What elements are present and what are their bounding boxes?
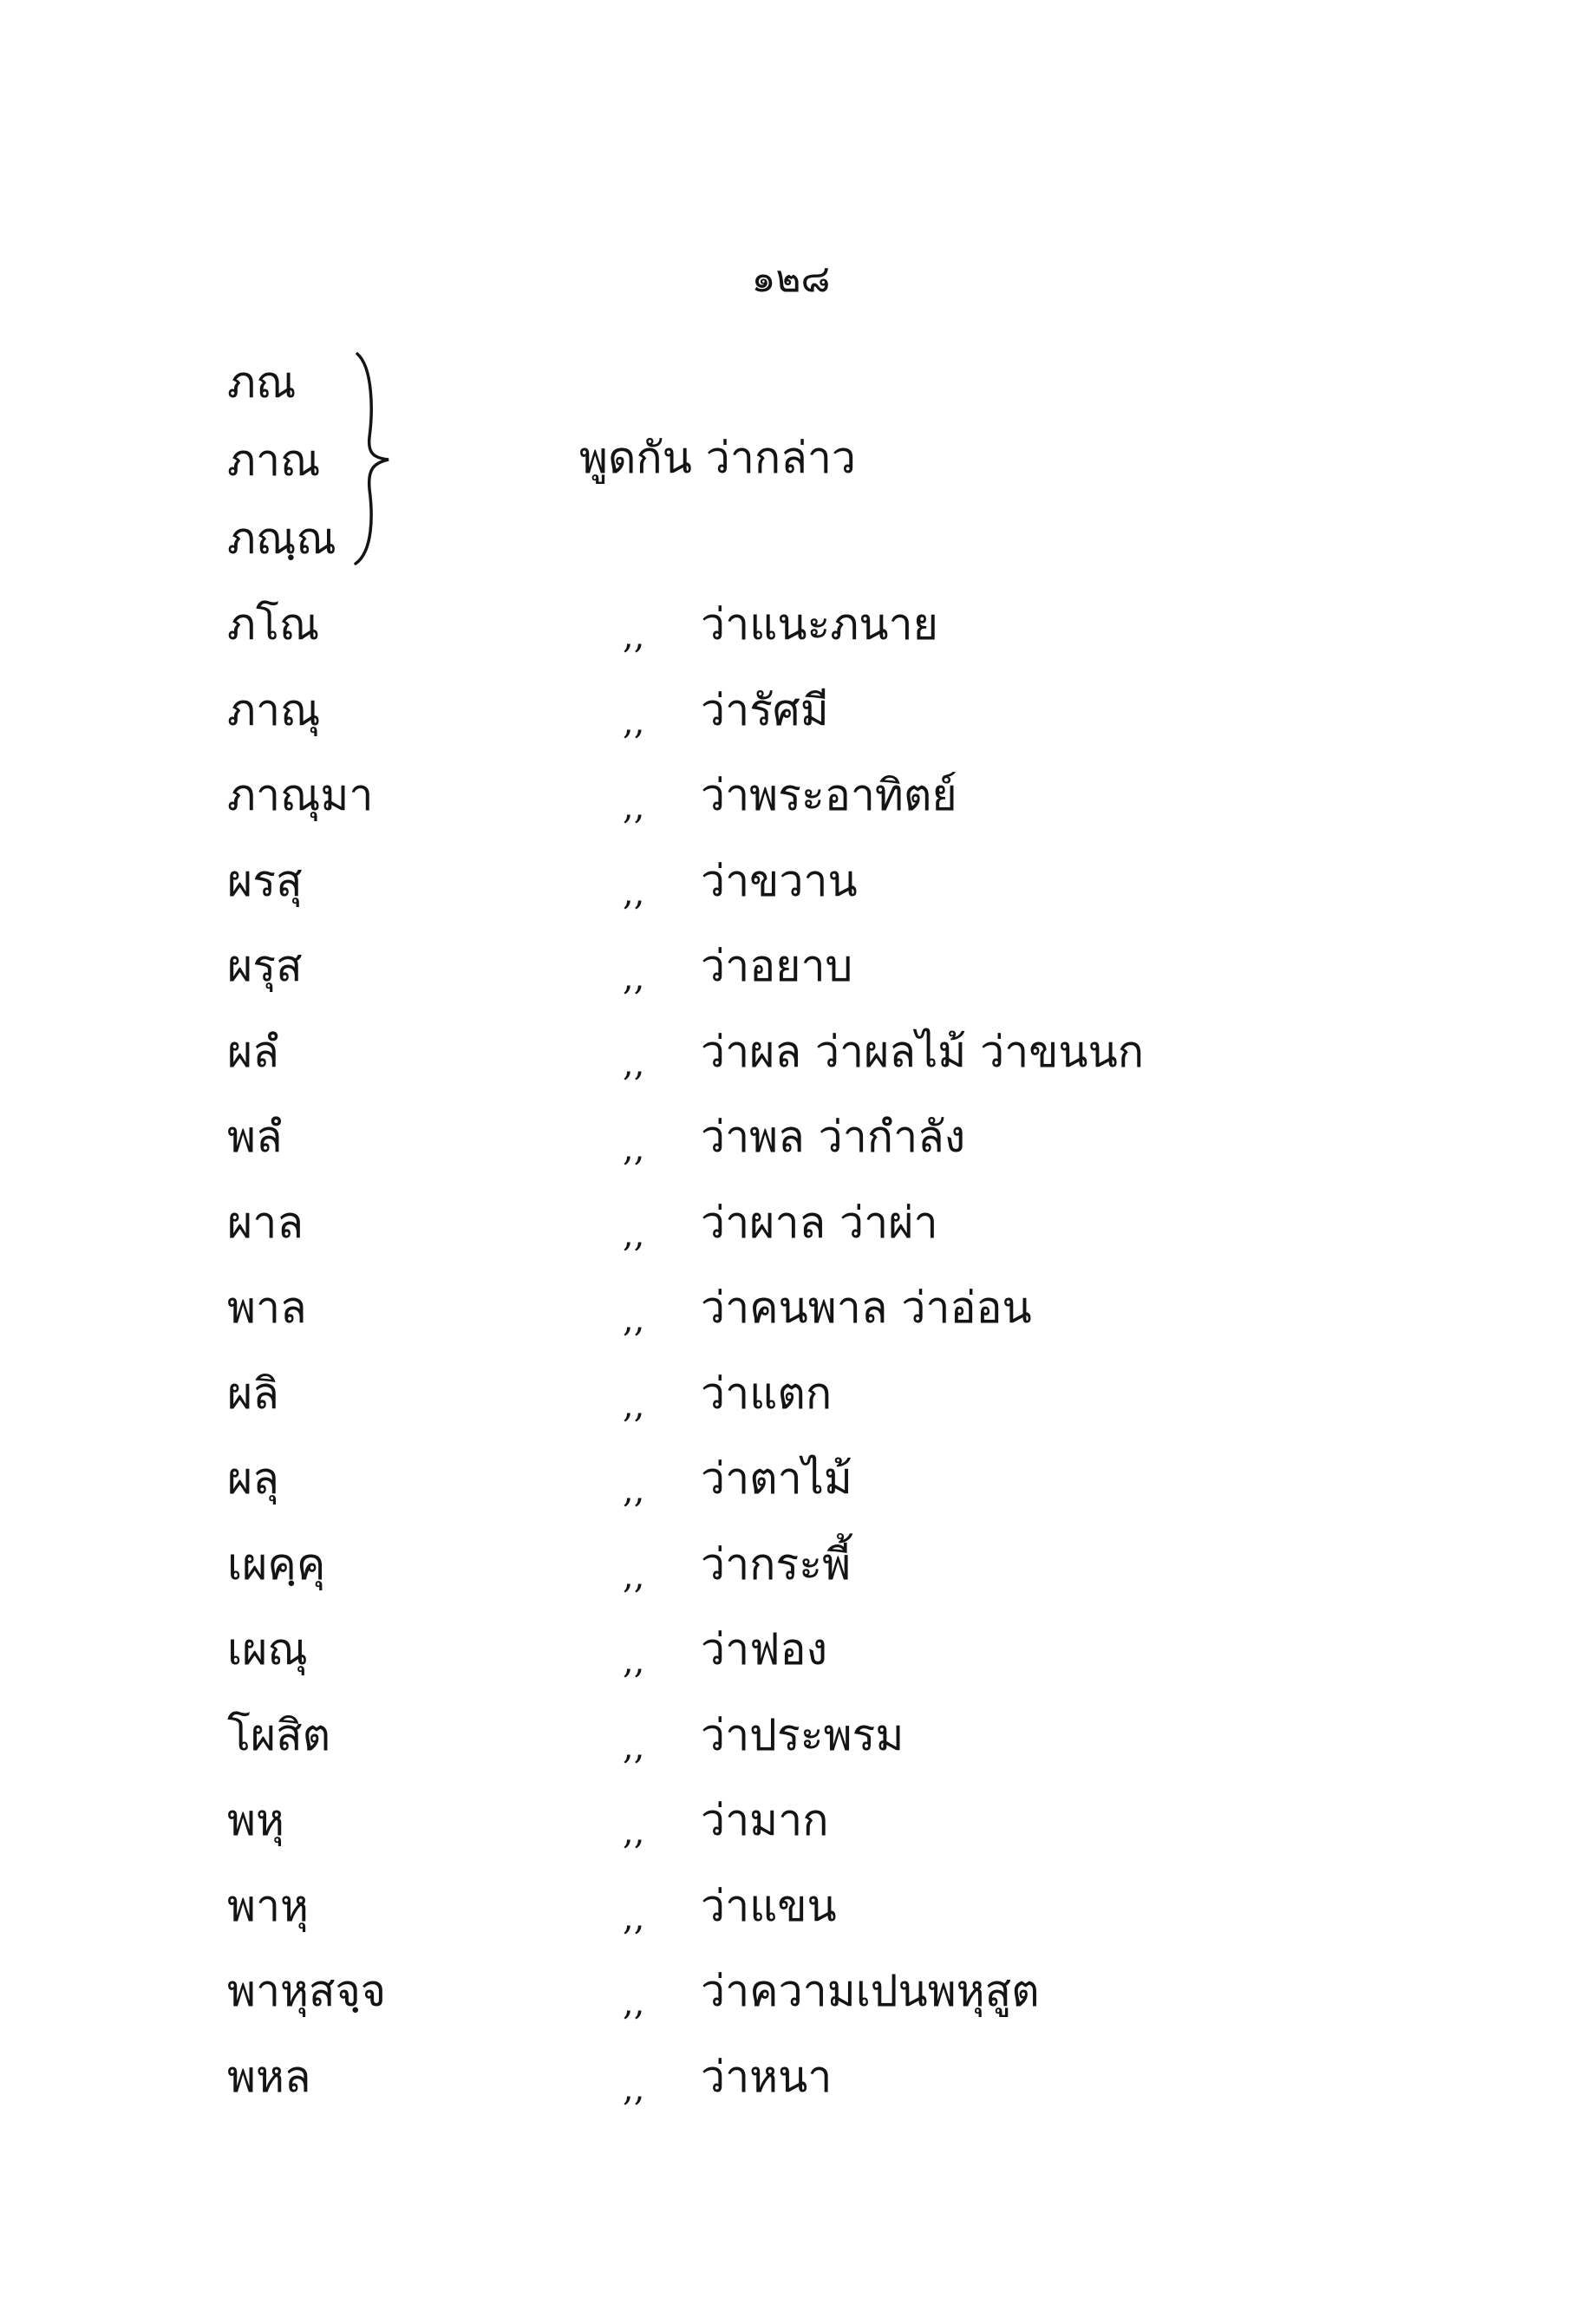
definition: ว่าแขน bbox=[701, 1880, 837, 1931]
headword: เผณุ bbox=[227, 1624, 308, 1674]
definition: ว่าหนา bbox=[701, 2051, 833, 2102]
list-item bbox=[0, 1961, 1587, 2047]
ditto-mark: ,, bbox=[623, 1812, 645, 1852]
headword: ผาล bbox=[227, 1197, 304, 1248]
ditto-mark: ,, bbox=[623, 1300, 645, 1340]
list-item bbox=[0, 765, 1587, 851]
ditto-mark: ,, bbox=[623, 1983, 645, 2023]
list-item bbox=[0, 1705, 1587, 1791]
ditto-mark: ,, bbox=[623, 617, 645, 656]
headword: พลํ bbox=[227, 1112, 283, 1162]
headword: ผรุส bbox=[227, 941, 303, 991]
list-item bbox=[0, 1107, 1587, 1192]
headword: ผลุ bbox=[227, 1453, 279, 1504]
definition: ว่าแตก bbox=[701, 1368, 833, 1419]
list-item bbox=[0, 1619, 1587, 1705]
group-headword: ภาณ bbox=[227, 435, 321, 486]
ditto-mark: ,, bbox=[623, 1642, 645, 1681]
headword: ภโณ bbox=[227, 599, 320, 650]
headword: พหล bbox=[227, 2051, 311, 2102]
list-item bbox=[0, 1448, 1587, 1534]
ditto-mark: ,, bbox=[623, 1214, 645, 1255]
ditto-mark: ,, bbox=[623, 1043, 645, 1084]
list-item bbox=[0, 1876, 1587, 1962]
definition: ว่ามาก bbox=[701, 1795, 829, 1845]
headword: พาล bbox=[227, 1283, 307, 1333]
headword: ผลํ bbox=[227, 1026, 279, 1077]
definition: ว่าอยาบ bbox=[701, 941, 853, 991]
ditto-mark: ,, bbox=[623, 872, 645, 913]
definition: ว่าความเปนพหุสูต bbox=[701, 1966, 1040, 2016]
headword: ภาณุ bbox=[227, 684, 321, 735]
page-number: ๑๒๘ bbox=[751, 257, 831, 301]
ditto-mark: ,, bbox=[623, 1129, 645, 1169]
list-item bbox=[0, 1790, 1587, 1876]
list-item bbox=[0, 1534, 1587, 1620]
definition: ว่าพระอาทิตย์ bbox=[701, 770, 957, 820]
definition: ว่าขวาน bbox=[701, 855, 858, 906]
ditto-mark: ,, bbox=[623, 1471, 645, 1511]
headword: ผรสุ bbox=[227, 855, 303, 906]
entry-list bbox=[0, 594, 1587, 2131]
headword: พาหุสจฺจ bbox=[227, 1966, 387, 2016]
headword: ภาณุมา bbox=[227, 770, 374, 820]
ditto-mark: ,, bbox=[623, 1727, 645, 1767]
list-item bbox=[0, 1022, 1587, 1107]
grouped-entry bbox=[0, 0, 1587, 590]
list-item bbox=[0, 594, 1587, 680]
curly-brace-icon bbox=[350, 350, 402, 567]
definition: ว่าประพรม bbox=[701, 1709, 905, 1760]
ditto-mark: ,, bbox=[623, 958, 645, 998]
definition: ว่ารัศมี bbox=[701, 684, 829, 735]
group-headword: ภณ bbox=[227, 357, 297, 408]
list-item bbox=[0, 1363, 1587, 1449]
definition: ว่าคนพาล ว่าอ่อน bbox=[701, 1283, 1032, 1333]
ditto-mark: ,, bbox=[623, 702, 645, 742]
list-item bbox=[0, 680, 1587, 766]
definition: ว่าตาไม้ bbox=[701, 1453, 852, 1504]
headword: ผลิ bbox=[227, 1368, 279, 1419]
group-definition: พูดกัน ว่ากล่าว bbox=[579, 433, 856, 483]
list-item bbox=[0, 2047, 1587, 2132]
list-item bbox=[0, 1277, 1587, 1363]
list-item bbox=[0, 936, 1587, 1022]
headword: โผสิต bbox=[227, 1709, 331, 1760]
ditto-mark: ,, bbox=[623, 787, 645, 827]
list-item bbox=[0, 851, 1587, 937]
definition: ว่าพล ว่ากำลัง bbox=[701, 1112, 966, 1162]
headword: พาหุ bbox=[227, 1880, 309, 1931]
headword: เผคฺคุ bbox=[227, 1538, 326, 1590]
group-headword: ภณฺณ bbox=[227, 513, 336, 564]
definition: ว่าผาล ว่าผ่า bbox=[701, 1197, 938, 1248]
definition: ว่าฟอง bbox=[701, 1624, 827, 1674]
definition: ว่ากระพี้ bbox=[701, 1538, 852, 1590]
headword: พหุ bbox=[227, 1795, 284, 1845]
ditto-mark: ,, bbox=[623, 2068, 645, 2109]
list-item bbox=[0, 1192, 1587, 1278]
ditto-mark: ,, bbox=[623, 1897, 645, 1938]
ditto-mark: ,, bbox=[623, 1556, 645, 1596]
ditto-mark: ,, bbox=[623, 1385, 645, 1426]
definition: ว่าแนะภนาย bbox=[701, 599, 938, 650]
definition: ว่าผล ว่าผลไม้ ว่าขนนก bbox=[701, 1026, 1145, 1077]
